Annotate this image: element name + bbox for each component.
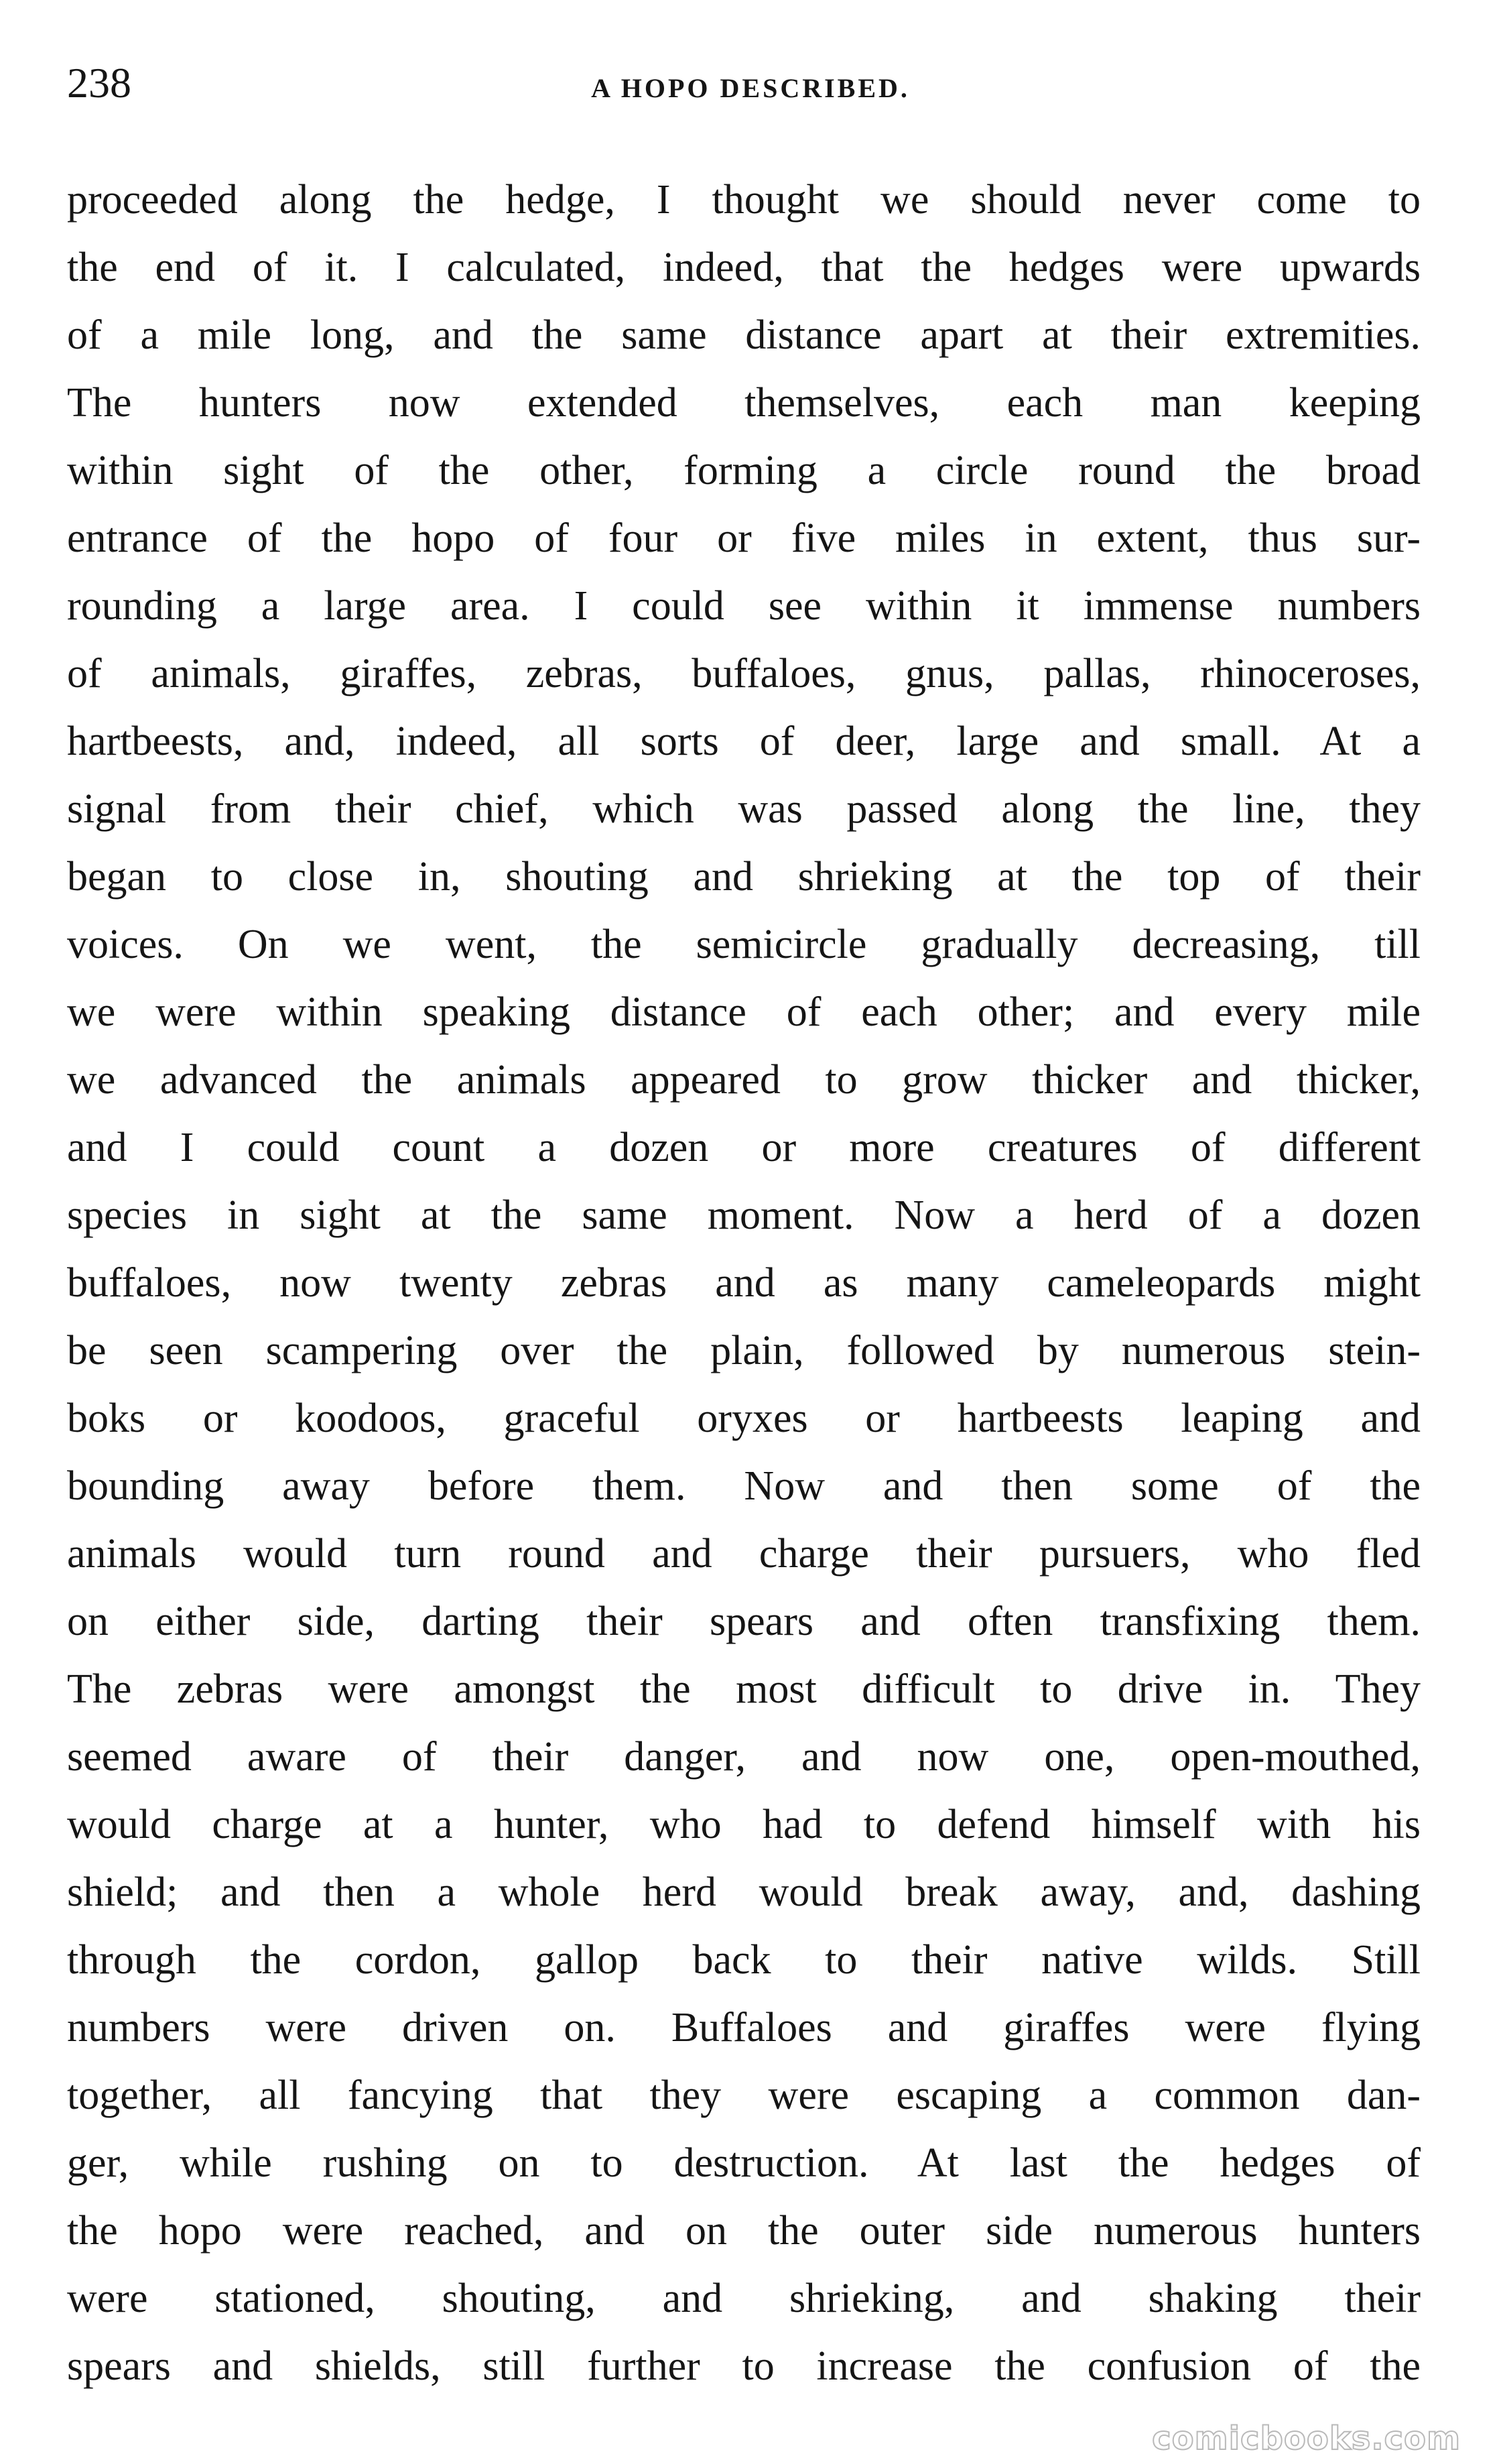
text-line: The zebras were amongst the most difficult to drive in. They bbox=[67, 1666, 1421, 1712]
text-line: together, all fancying that they were escaping a common dan- bbox=[67, 2073, 1421, 2118]
text-line: of animals, giraffes, zebras, buffaloes, gnus, pallas, rhinoceroses, bbox=[67, 651, 1421, 696]
text-line: voices. On we went, the semicircle gradually decreasing, till bbox=[67, 922, 1421, 967]
text-line: the end of it. I calculated, indeed, that the hedges were upwards bbox=[67, 245, 1421, 290]
page-number: 238 bbox=[67, 59, 131, 107]
text-line: The hunters now extended themselves, each man keeping bbox=[67, 380, 1421, 426]
text-line: animals would turn round and charge their pursuers, who fled bbox=[67, 1531, 1421, 1577]
text-line: would charge at a hunter, who had to defend himself with his bbox=[67, 1802, 1421, 1847]
text-line: seemed aware of their danger, and now one, open-mouthed, bbox=[67, 1734, 1421, 1780]
text-line: numbers were driven on. Buffaloes and giraffes were flying bbox=[67, 2005, 1421, 2050]
text-line: the hopo were reached, and on the outer side numerous hunters bbox=[67, 2208, 1421, 2254]
text-line: be seen scampering over the plain, followed by numerous stein- bbox=[67, 1328, 1421, 1373]
running-head: A HOPO DESCRIBED. bbox=[591, 73, 910, 103]
body-text bbox=[67, 166, 1421, 2400]
text-line: boks or koodoos, graceful oryxes or hartbeests leaping and bbox=[67, 1396, 1421, 1441]
watermark: comicbooks.com bbox=[1152, 2420, 1461, 2457]
text-line: signal from their chief, which was passed along the line, they bbox=[67, 786, 1421, 832]
text-line: and I could count a dozen or more creatures of different bbox=[67, 1125, 1421, 1170]
text-line: on either side, darting their spears and often transfixing them. bbox=[67, 1599, 1421, 1644]
text-line: were stationed, shouting, and shrieking, and shaking their bbox=[67, 2276, 1421, 2321]
text-line: bounding away before them. Now and then some of the bbox=[67, 1463, 1421, 1509]
text-line: buffaloes, now twenty zebras and as many cameleopards might bbox=[67, 1260, 1421, 1306]
text-line: spears and shields, still further to increase the confusion of the bbox=[67, 2343, 1421, 2389]
text-line: we advanced the animals appeared to grow thicker and thicker, bbox=[67, 1057, 1421, 1103]
text-line: through the cordon, gallop back to their native wilds. Still bbox=[67, 1937, 1421, 1983]
text-line: within sight of the other, forming a circle round the broad bbox=[67, 448, 1421, 493]
text-line: proceeded along the hedge, I thought we should never come to bbox=[67, 177, 1421, 223]
text-line: began to close in, shouting and shrieking at the top of their bbox=[67, 854, 1421, 900]
text-line: hartbeests, and, indeed, all sorts of deer, large and small. At a bbox=[67, 719, 1421, 764]
text-line: we were within speaking distance of each other; and every mile bbox=[67, 989, 1421, 1035]
text-line: rounding a large area. I could see within it immense numbers bbox=[67, 583, 1421, 629]
text-line: species in sight at the same moment. Now a herd of a dozen bbox=[67, 1192, 1421, 1238]
text-line: entrance of the hopo of four or five miles in extent, thus sur- bbox=[67, 515, 1421, 561]
text-line: shield; and then a whole herd would break away, and, dashing bbox=[67, 1869, 1421, 1915]
text-line: of a mile long, and the same distance apart at their extremities. bbox=[67, 312, 1421, 358]
text-line: ger, while rushing on to destruction. At last the hedges of bbox=[67, 2140, 1421, 2186]
